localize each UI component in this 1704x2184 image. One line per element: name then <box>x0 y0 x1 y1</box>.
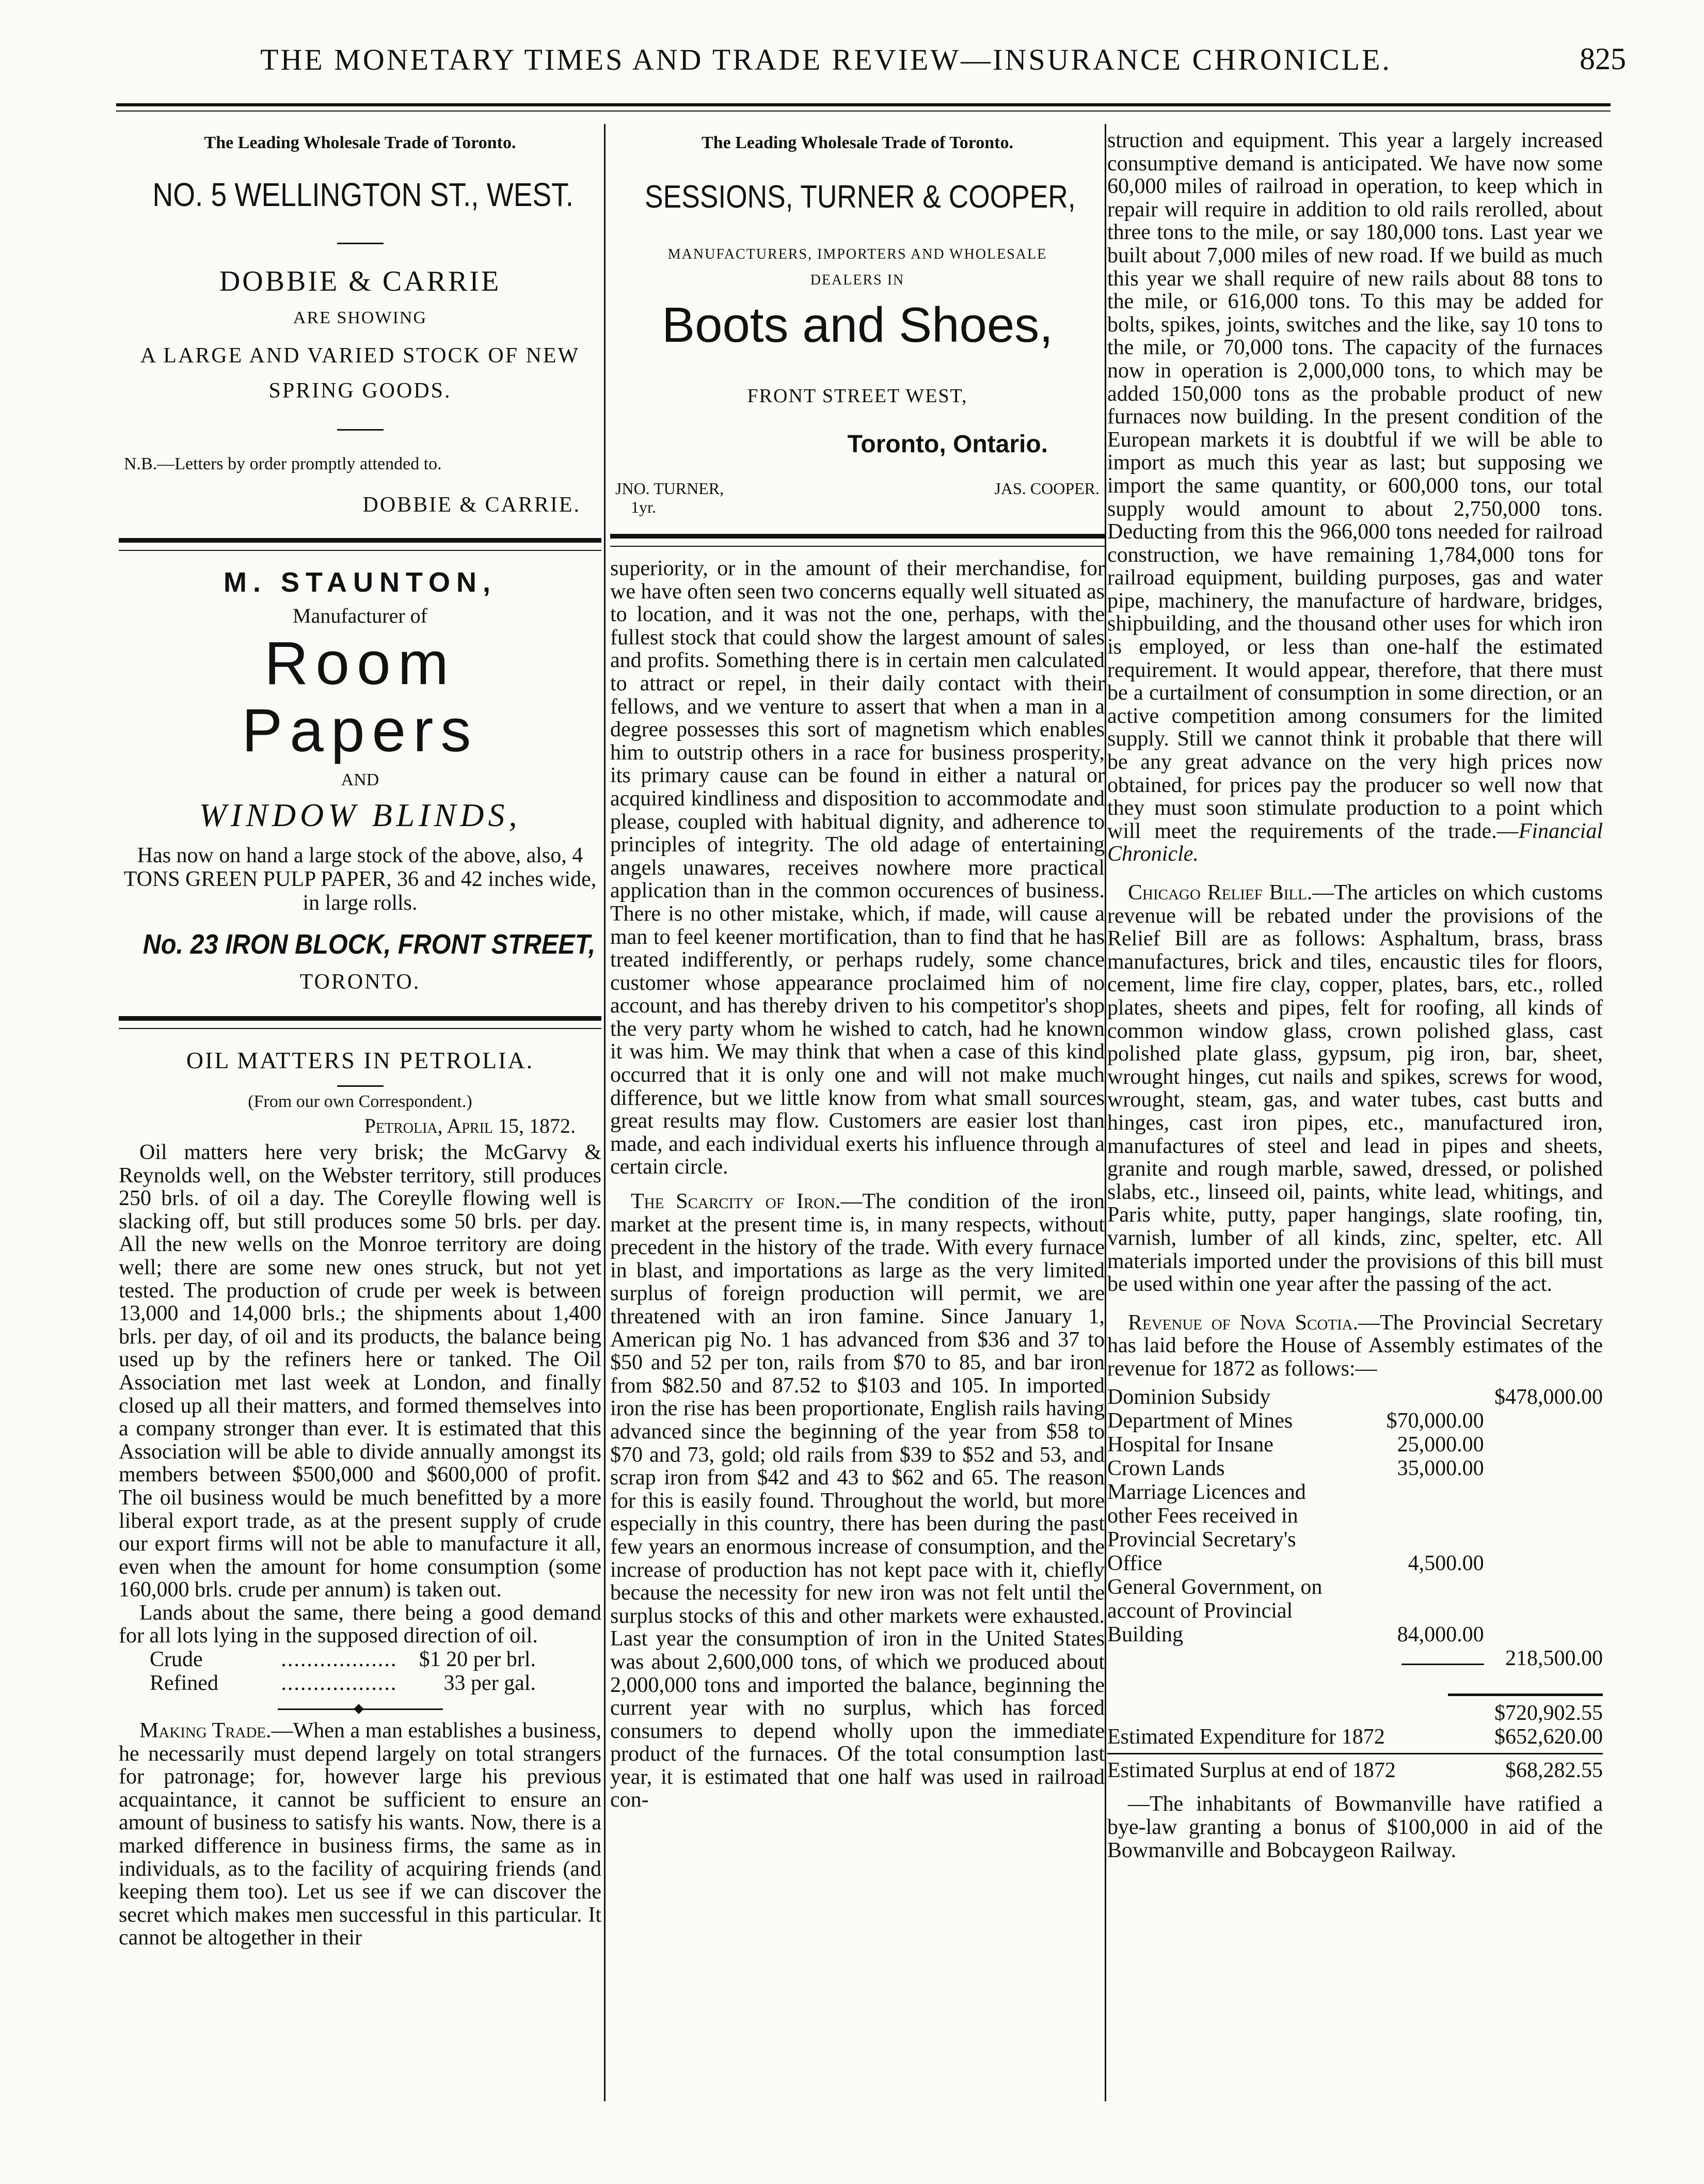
ad-dobbie-carrie <box>119 133 601 517</box>
page-header <box>119 31 1626 93</box>
sum-rule <box>1402 1664 1484 1665</box>
table-row <box>1107 1670 1603 1701</box>
table-row <box>1107 1575 1603 1647</box>
paragraph-lead: The Scarcity of Iron. <box>631 1190 841 1214</box>
section-rule <box>119 550 601 551</box>
revenue-table <box>1107 1385 1603 1782</box>
paragraph: —The inhabitants of Bowmanville have ratified a bye-law granting a bonus of $100,000 in aid of the Bowmanville and Bobcaygeon Railway. <box>1107 1792 1603 1862</box>
paragraph-text: —When a man establishes a business, he necessarily must depend largely on total strangers for patronage; for, however large his previous acquaintance, it cannot be sufficient to ensure an amount of business to satisfy his wants. Now, there is a marked difference in business firms, the same as in individuals, as to the facility of acquiring friends (and keeping them too). Let us see if we can discover the secret which makes men successful in this particular. It cannot be altogether in their <box>119 1719 601 1950</box>
diamond-icon <box>354 1704 364 1714</box>
ad-product: Boots and Shoes, <box>662 297 1053 353</box>
revenue-label: Hospital for Insane <box>1107 1433 1273 1457</box>
column-middle <box>610 124 1105 1812</box>
column-divider-2 <box>1105 124 1106 2101</box>
ad-line: MANUFACTURERS, IMPORTERS AND WHOLESALE <box>667 246 1047 262</box>
surplus-label: Estimated Surplus at end of 1872 <box>1107 1759 1396 1783</box>
revenue-label: General Government, on account of Provincial Building <box>1107 1575 1323 1647</box>
divider <box>337 243 384 244</box>
paragraph-text: —The articles on which customs revenue will be rebated under the provisions of the Relief Bill are as follows: Asphaltum, brass, brass manufactures, brick and tiles, encaustic tiles for floors, cement, lime fire clay, copper, plates, bars, etc., rolled plates, sheets and pipes, felt for roofing, all kinds of common window glass, crown polished glass, cast polished plate glass, gypsum, pig iron, bar, sheet, wrought hinges, cut nails and spikes, screws for wood, wrought, steam, gas, and water tubes, cast butts and hinges, cast iron pipes, etc., manufactured iron, manufactures of steel and lead in pipes and sheets, granite and rough marble, sawed, dressed, or polished slabs, etc., linseed oil, paints, white lead, whitings, and Paris white, putty, paper hangings, slate roofing, tin, varnish, lumber of all kinds, zinc, spelter, etc. All materials imported under the provisions of this bill must be used within one year after the passing of the act. <box>1107 881 1603 1296</box>
ad-firm: DOBBIE & CARRIE <box>219 265 501 297</box>
ad-address: NO. 5 WELLINGTON ST., WEST. <box>152 176 574 213</box>
revenue-total <box>1484 1433 1603 1457</box>
ad-kicker: The Leading Wholesale Trade of Toronto. <box>702 133 1013 152</box>
table-row <box>1107 1759 1603 1782</box>
table-row <box>1107 1480 1603 1575</box>
ad-partners <box>610 479 1105 520</box>
revenue-label: Department of Mines <box>1107 1409 1293 1433</box>
ad-role: Manufacturer of <box>293 604 427 627</box>
ad-and: AND <box>341 770 379 789</box>
ornament-rule <box>278 1708 443 1710</box>
header-rule-thin <box>116 110 1611 112</box>
paragraph-lead: Chicago Relief Bill. <box>1128 881 1313 905</box>
ad-line: DEALERS IN <box>810 272 905 288</box>
ad-name: M. STAUNTON, <box>224 567 497 598</box>
revenue-total <box>1484 1480 1603 1575</box>
paragraph <box>1107 129 1603 866</box>
table-cell <box>1107 1670 1603 1701</box>
paragraph-lead: Making Trade. <box>139 1719 272 1743</box>
section-rule <box>610 546 1105 547</box>
table-cell <box>1355 1647 1484 1670</box>
table-row <box>1107 1749 1603 1759</box>
table-cell <box>1107 1701 1355 1725</box>
ad-showing: ARE SHOWING <box>293 308 427 327</box>
table-row <box>1107 1385 1603 1409</box>
ad-product-blinds: WINDOW BLINDS, <box>199 797 521 833</box>
table-row <box>150 1671 536 1695</box>
revenue-amount: 25,000.00 <box>1397 1433 1484 1457</box>
section-rule <box>119 1016 601 1021</box>
article-dateline: Petrolia, April 15, 1872. <box>364 1114 576 1137</box>
sum-rule <box>1448 1694 1603 1696</box>
paragraph <box>1107 881 1603 1296</box>
revenue-total <box>1484 1457 1603 1480</box>
table-row <box>1107 1725 1603 1749</box>
ad-stock: A LARGE AND VARIED STOCK OF NEW SPRING GOODS. <box>140 344 580 403</box>
paragraph-text: struction and equipment. This year a largely increased consumptive demand is anticipated. We have now some 60,000 miles of railroad in operation, to keep which in repair will require in addition to old rails rerolled, about three tons to the mile, or say 180,000 tons. Last year we built about 7,000 miles of new road. If we build as much this year we shall require of new rails about 88 tons to the mile, or 616,000 tons. To this may be added for bolts, spikes, joints, switches and the like, say 10 tons to the mile, or 70,000 tons. The capacity of the furnaces now in operation is 2,000,000 tons, to which may be added 150,000 tons as the probable product of new furnaces now building. In the present condition of the European markets it is doubtful if we will be able to import as much this year as last; but supposing we import the same quantity, or 600,000 tons, our total supply would amount to about 2,750,000 tons. Deducting from this the 966,000 tons needed for railroad construction, we have remaining 1,784,000 tons for railroad equipment, building purposes, gas and water pipe, machinery, the manufacture of hardware, bridges, shipbuilding, and the thousand other uses for which iron is employed, or less than one-half the estimated requirement. It would appear, therefore, that there must be a curtailment of consumption in some direction, or an active competition among consumers for the limited supply. Still we cannot think it probable that there will be any great advance on the very high prices now obtained, for prices pay the producer so well now that they must soon stimulate production to a point which will meet the requirements of the trade.— <box>1107 129 1603 843</box>
paragraph <box>119 1719 601 1950</box>
expenditure-value: $652,620.00 <box>1494 1725 1603 1749</box>
ad-note: N.B.—Letters by order promptly attended to. <box>124 454 442 473</box>
revenue-total: $478,000.00 <box>1494 1385 1603 1410</box>
ad-term: 1yr. <box>631 498 656 516</box>
article-title: OIL MATTERS IN PETROLIA. <box>186 1047 534 1073</box>
ad-street: FRONT STREET WEST, <box>747 385 968 407</box>
article-source: (From our own Correspondent.) <box>248 1092 472 1111</box>
price-value: $1 20 per brl. <box>419 1648 536 1672</box>
ad-product-room-papers: Room Papers <box>242 629 479 765</box>
revenue-amount: 35,000.00 <box>1397 1457 1484 1481</box>
revenue-amount: 84,000.00 <box>1397 1623 1484 1647</box>
ad-sessions-turner-cooper <box>610 133 1105 520</box>
ad-partner: JNO. TURNER, <box>615 479 724 498</box>
revenue-amount: $70,000.00 <box>1386 1409 1484 1433</box>
section-rule <box>119 1028 601 1029</box>
ad-city: Toronto, Ontario. <box>847 431 1048 458</box>
revenue-label: Crown Lands <box>1107 1457 1225 1481</box>
revenue-total <box>1484 1409 1603 1433</box>
column-right <box>1107 124 1603 1862</box>
masthead-title: THE MONETARY TIMES AND TRADE REVIEW—INSURANCE CHRONICLE. <box>260 43 1392 76</box>
revenue-total <box>1484 1575 1603 1647</box>
paragraph-text: —The Provincial Secretary has laid before the House of Assembly estimates of the revenue for 1872 as follows:— <box>1107 1310 1603 1381</box>
paragraph <box>610 1190 1105 1812</box>
table-row <box>1107 1647 1603 1670</box>
table-cell <box>1355 1701 1484 1725</box>
table-row <box>150 1648 536 1671</box>
table-row <box>1107 1433 1603 1457</box>
paragraph <box>1107 1311 1603 1381</box>
revenue-subtotal: 218,500.00 <box>1505 1647 1603 1671</box>
expenditure-label: Estimated Expenditure for 1872 <box>1107 1725 1385 1749</box>
paragraph-text: —The condition of the iron market at the present time is, in many respects, without precedent in the history of the trade. With every furnace in blast, and importations as large as the very limited surplus of foreign production will permit, we are threatened with an iron famine. Since January 1, American pig No. 1 has advanced from $36 and 37 to $50 and 52 per ton, rails from $70 to 85, and bar iron from $82.50 and 87.52 to $103 and 105. In imported iron the rise has been proportionate, English rails having advanced since the beginning of the year from $58 to $70 and 73, gold; old rails from $39 to $52 and 53, and scrap iron from $42 and 43 to $62 and 65. The reason for this is easily found. Throughout the world, but more especially in this country, there has been during the past few years an enormous increase of consumption, and the increase of production has not kept pace with it, chiefly because the necessity for new iron was not felt until the surplus stocks of this and other markets were exhausted. Last year the consumption of iron in the United States was about 2,600,000 tons, of which we produced about 2,000,000 tons and imported the balance, beginning the current year with no surplus, which has forced consumers to depend wholly upon the immediate product of the furnaces. Of the total consumption last year, it is estimated that one half was used in railroad con- <box>610 1190 1105 1812</box>
column-divider-1 <box>604 124 606 2101</box>
paragraph-source: Financial Chronicle. <box>1107 819 1603 866</box>
price-value: 33 per gal. <box>443 1671 536 1696</box>
table-row <box>1107 1457 1603 1480</box>
revenue-grand-total: $720,902.55 <box>1494 1701 1603 1726</box>
table-cell <box>1107 1647 1355 1670</box>
table-cell <box>1107 1749 1603 1759</box>
article-continuation <box>610 557 1105 1812</box>
price-table <box>150 1648 536 1695</box>
article-oil-matters <box>119 1047 601 1950</box>
ad-signature: DOBBIE & CARRIE. <box>362 493 581 517</box>
page-number: 825 <box>1580 42 1626 76</box>
surplus-value: $68,282.55 <box>1505 1759 1603 1783</box>
sum-rule <box>1107 1753 1603 1754</box>
table-row <box>1107 1701 1603 1725</box>
ad-city: TORONTO. <box>299 970 421 994</box>
revenue-amount: 4,500.00 <box>1408 1552 1484 1576</box>
ad-address: No. 23 IRON BLOCK, FRONT STREET, <box>142 929 596 960</box>
header-rule-thick <box>116 103 1611 106</box>
revenue-amount <box>1355 1385 1484 1409</box>
table-row <box>1107 1409 1603 1433</box>
price-label: Refined <box>150 1671 218 1696</box>
paragraph: Lands about the same, there being a good demand for all lots lying in the supposed direction of oil. <box>119 1601 601 1648</box>
price-label: Crude <box>150 1648 203 1672</box>
article-continuation <box>1107 129 1603 1380</box>
ad-kicker: The Leading Wholesale Trade of Toronto. <box>204 133 516 152</box>
leader-dots: .................. <box>281 1671 397 1696</box>
divider <box>337 1085 384 1087</box>
paragraph: superiority, or in the amount of their merchandise, for we have often seen two concerns equally well situated as to location, and it was not the one, perhaps, with the fullest stock that could show the largest amount of sales and profits. Something there is in certain men calculated to attract or repel, in their daily contact with their fellows, and we venture to assert that when a man in a degree possesses this sort of magnetism which enables him to outstrip others in a race for business prosperity, its primary cause can be found in either a natural or acquired kindliness and disposition to accommodate and please, coupled with habitual dignity, and adherence to principles of integrity. The old adage of entertaining angels unawares, receives nowhere more practical application than in the common occurences of business. There is no other mistake, which, if made, will cause a man to feel keener mortification, than to find that he has treated indifferently, or perhaps rudely, some chance customer whose appearance proclaimed him of no account, and has thereby driven to his competitor's shop the very party whom he wished to catch, had he known it was him. We may think that when a case of this kind occurred that it is only one and will not make much difference, but we little know from what small sources great results may flow. Customers are easier lost than made, and each individual exerts his influence through a certain circle. <box>610 557 1105 1179</box>
leader-dots: .................. <box>281 1648 397 1672</box>
paragraph-lead: Revenue of Nova Scotia. <box>1128 1310 1359 1335</box>
ad-body: Has now on hand a large stock of the above, also, 4 TONS GREEN PULP PAPER, 36 and 42 inches wide, in large rolls. <box>123 844 597 915</box>
revenue-label: Dominion Subsidy <box>1107 1385 1271 1410</box>
ad-firm: SESSIONS, TURNER & COOPER, <box>645 179 1076 215</box>
article-bowmanville <box>1107 1793 1603 1862</box>
paragraph: Oil matters here very brisk; the McGarvy & Reynolds well, on the Webster territory, still produces 250 brls. of oil a day. The Coreylle flowing well is slacking off, but still produces some 50 brls. per day. All the new wells on the Monroe territory are doing well; there are some new ones struck, but not yet tested. The production of crude per week is between 13,000 and 14,000 brls.; the shipments about 1,400 brls. per day, of oil and its products, the balance being used up by the refiners here or tanked. The Oil Association met last week at London, and finally closed up all their matters, and formed themselves into a company stronger than ever. It is estimated that this Association will be able to divide annually amongst its members between $500,000 and $600,000 of profit. The oil business would be much benefitted by a more liberal export trade, as at the present supply of crude our export firms will not be able to manufacture it all, even when the amount for home consumption (some 160,000 brls. crude per annum) is taken out. <box>119 1141 601 1602</box>
ad-partner: JAS. COOPER. <box>994 479 1100 498</box>
section-rule <box>610 534 1105 539</box>
revenue-label: Marriage Licences and other Fees received in Provincial Secretary's Office <box>1107 1480 1306 1576</box>
divider <box>337 429 384 431</box>
section-rule <box>119 538 601 543</box>
ad-staunton <box>119 566 601 994</box>
column-left <box>119 124 601 1950</box>
